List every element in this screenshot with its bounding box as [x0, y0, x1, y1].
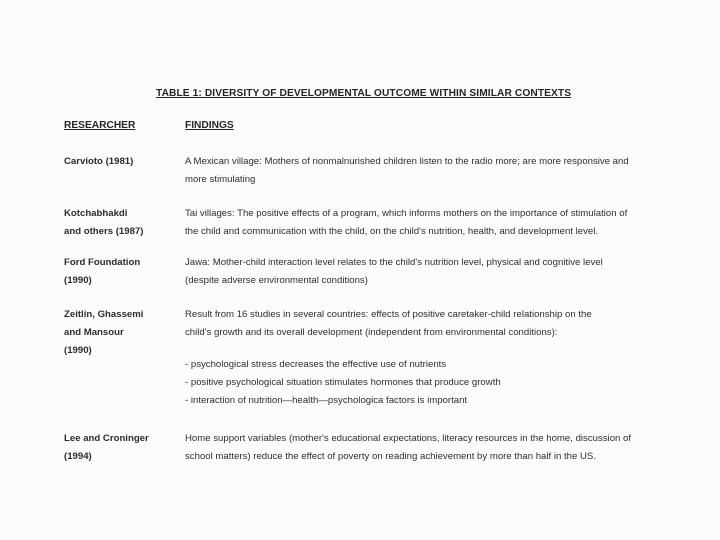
researcher-cell: [64, 306, 174, 360]
findings-line: Jawa: Mother-child interaction level relates to the child's nutrition level, physical and cognitive level: [185, 257, 603, 268]
researcher-line: (1990): [64, 345, 92, 356]
findings-line: Result from 16 studies in several countries: effects of positive caretaker-child relationship on the: [185, 309, 592, 320]
findings-cell: [185, 430, 665, 466]
researcher-line: Lee and Croninger: [64, 433, 149, 444]
findings-line: (despite adverse environmental conditions): [185, 275, 368, 286]
researcher-cell: [64, 430, 174, 466]
researcher-column-header: RESEARCHER: [64, 120, 136, 131]
researcher-line: Ford Foundation: [64, 257, 141, 268]
researcher-line: Zeitlin, Ghassemi: [64, 309, 144, 320]
findings-line: more stimulating: [185, 174, 256, 185]
findings-line: the child and communication with the child, on the child's nutrition, health, and development level.: [185, 226, 599, 237]
findings-line: A Mexican village: Mothers of nonmalnurished children listen to the radio more; are more responsive and: [185, 156, 629, 167]
findings-cell: [185, 153, 665, 189]
researcher-cell: [64, 205, 174, 241]
bullet-item: - psychological stress decreases the effective use of nutrients: [185, 359, 447, 370]
bullet-item: - interaction of nutrition—health—psychologica factors is important: [185, 395, 468, 406]
researcher-line: (1990): [64, 275, 92, 286]
findings-line: Home support variables (mother's educational expectations, literacy resources in the home, discussion of: [185, 433, 632, 444]
researcher-line: (1994): [64, 451, 92, 462]
findings-cell: [185, 254, 665, 290]
table-title: TABLE 1: DIVERSITY OF DEVELOPMENTAL OUTCOME WITHIN SIMILAR CONTEXTS: [156, 88, 572, 99]
findings-cell: [185, 205, 665, 241]
researcher-line: Carvioto (1981): [64, 156, 134, 167]
researcher-line: and Mansour: [64, 327, 124, 338]
findings-line: Tai villages: The positive effects of a program, which informs mothers on the importance of stimulation of: [185, 208, 628, 219]
findings-line: school matters) reduce the effect of poverty on reading achievement by more than half in the US.: [185, 451, 596, 462]
bullet-item: - positive psychological situation stimulates hormones that produce growth: [185, 377, 501, 388]
researcher-line: and others (1987): [64, 226, 144, 237]
findings-column-header: FINDINGS: [185, 120, 234, 131]
findings-line: child's growth and its overall development (independent from environmental conditions):: [185, 327, 558, 338]
researcher-cell: [64, 153, 174, 171]
researcher-cell: [64, 254, 174, 290]
findings-cell: [185, 306, 665, 342]
findings-bullet-list: [185, 356, 665, 410]
researcher-line: Kotchabhakdi: [64, 208, 128, 219]
